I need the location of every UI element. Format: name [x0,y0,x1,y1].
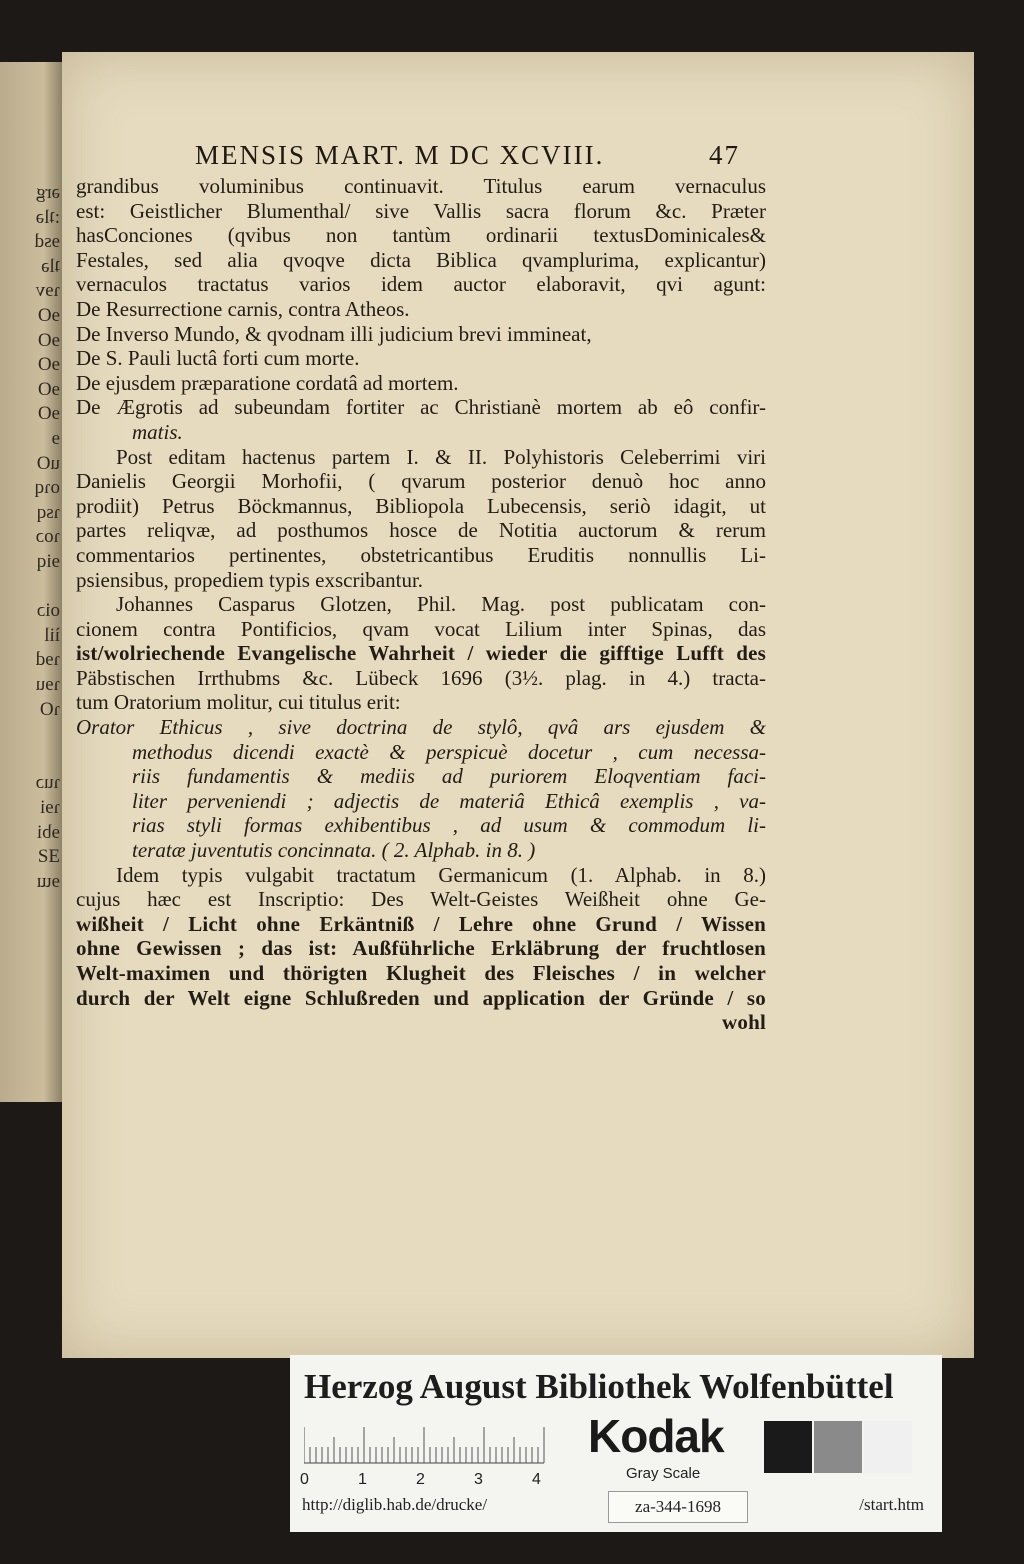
text-line: rias styli formas exhibentibus , ad usum & commodum li- [132,813,766,838]
text-line: De ejusdem præparatione cordatâ ad mortem. [76,370,459,395]
prev-page-fragment: ərg [36,182,60,203]
prev-page-fragment: ɿɘi [39,797,60,818]
gray-swatch [764,1421,812,1473]
prev-page-fragment: ɘsd [34,231,60,253]
text-line: De Ægrotis ad subeundam fortiter ac Christianè mortem ab eô confir- [76,395,766,420]
prev-page-fragment: oɿq [34,477,60,499]
prev-page-fragment: ɘiq [36,551,60,572]
text-line: hasConciones (qvibus non tantùm ordinarii textusDominicales& [76,223,766,248]
prev-page-fragment: ɿɘv [35,280,60,302]
prev-page-fragment: ɘɯ [36,870,60,892]
text-line: De S. Pauli luctâ forti cum morte. [76,346,360,371]
prev-page-fragment: ɿɘu [35,674,60,695]
gray-scale-label: Gray Scale [626,1465,701,1482]
previous-page-edge [0,62,62,1102]
text-line: cujus hæc est Inscriptio: Des Welt-Geistes Weißheit ohne Ge- [76,887,766,912]
ruler-scale [304,1419,554,1469]
text-line: wißheit / Licht ohne Erkäntniß / Lehre ohne Grund / Wissen [76,911,766,936]
text-line: Päbstischen Irrthubms &c. Lübeck 1696 (3½. plag. in 4.) tracta- [76,665,766,690]
catchword: wohl [722,1010,766,1035]
text-line: prodiit) Petrus Böckmannus, Bibliopola Lubecensis, seriò idagit, ut [76,493,766,518]
prev-page-fragment: ɿO [39,698,60,720]
text-line: cionem contra Pontificios, qvam vocat Lilium inter Spinas, das [76,616,766,641]
text-line: teratæ juventutis concinnata. ( 2. Alphab. in 8. ) [132,838,536,863]
text-line: Orator Ethicus , sive doctrina de stylô, qvâ ars ejusdem & [76,715,766,740]
header-title: MENSIS MART. M DC XCVIII. [195,140,605,170]
prev-page-fragment: ɘ [51,428,60,449]
text-line: De Resurrectione carnis, contra Atheos. [76,296,410,321]
page-number: 47 [709,140,740,170]
prev-page-fragment: ƎƧ [37,846,60,868]
prev-page-fragment: ɘO [37,354,60,376]
text-line: psiensibus, propediem typis exscribantur. [76,567,424,592]
text-line: partes reliqvæ, ad posthumos hosce de Notitia auctorum & rerum [76,518,766,543]
text-line: est: Geistlicher Blumenthal/ sive Vallis sacra florum &c. Præter [76,198,766,223]
text-line: Danielis Georgii Morhofii, ( qvarum posterior denuò hoc anno [76,469,766,494]
prev-page-fragment: uO [36,452,60,474]
text-line: Idem typis vulgabit tractatum Germanicum (1. Alphab. in 8.) [116,862,766,887]
text-line: Festales, sed alia qvoqve dicta Biblica qvamplurima, explicantur) [76,247,766,272]
ruler-number: 4 [532,1471,541,1488]
library-color-card [290,1355,942,1532]
gray-swatch [864,1421,912,1473]
text-line: methodus dicendi exactè & perspicuè docetur , cum necessa- [132,739,766,764]
prev-page-fragment: ɿuɔ [35,772,60,794]
text-line: commentarios pertinentes, obstetricantibus Eruditis nonnullis Li- [76,542,766,567]
kodak-logo: Kodak [588,1410,724,1462]
prev-page-fragment: ʇlə [41,255,60,277]
prev-page-fragment: ɿɘd [35,649,60,671]
text-line: grandibus voluminibus continuavit. Titulus earum vernaculus [76,174,766,198]
prev-page-fragment: ɘO [37,305,60,326]
library-name: Herzog August Bibliothek Wolfenbüttel [304,1367,894,1406]
ruler-number: 1 [358,1471,367,1488]
running-header [195,140,740,174]
text-line: durch der Welt eigne Schlußreden und application der Gründe / so [76,985,766,1010]
text-line: Post editam hactenus partem I. & II. Polyhistoris Celeberrimi viri [116,444,766,469]
text-line: Welt-maximen und thörigten Klugheit des Fleisches / in welcher [76,961,766,985]
text-line: ohne Gewissen ; das ist: Außführliche Erkläbrung der fruchtlosen [76,936,766,961]
text-line: tum Oratorium molitur, cui titulus erit: [76,690,401,715]
prev-page-fragment: ìil [44,624,60,646]
digital-library-url: http://diglib.hab.de/drucke/ [302,1495,488,1514]
text-line: matis. [132,419,183,444]
prev-page-fragment: oiɔ [36,600,60,622]
text-line: Johannes Casparus Glotzen, Phil. Mag. post publicatam con- [116,592,766,617]
prev-page-fragment: ɘO [37,378,60,400]
ruler-number: 0 [300,1471,309,1488]
page-body [76,174,766,1035]
text-line: De Inverso Mundo, & qvodnam illi judicium brevi immineat, [76,321,592,346]
shelf-mark: za-344-1698 [608,1491,748,1523]
gray-swatch [814,1421,862,1473]
ruler-number: 2 [416,1471,425,1488]
prev-page-fragment: ɘO [37,329,60,351]
text-line: ist/wolriechende Evangelische Wahrheit / wieder die gifftige Lufft des [76,641,766,666]
text-line: riis fundamentis & mediis ad puriorem Eloqventiam faci- [132,764,766,789]
prev-page-fragment: :ʇlə [35,206,60,228]
prev-page-fragment: ɘO [37,403,60,425]
prev-page-fragment: ɘbi [36,821,60,843]
ruler-number: 3 [474,1471,483,1488]
prev-page-fragment: ɿsq [36,501,60,523]
text-line: liter perveniendi ; adjectis de materiâ Ethicâ exemplis , va- [132,788,766,813]
text-line: vernaculos tractatus varios idem auctor elaboravit, qvi agunt: [76,272,766,297]
start-url: /start.htm [859,1495,924,1514]
prev-page-fragment: ɿoɔ [35,526,60,548]
